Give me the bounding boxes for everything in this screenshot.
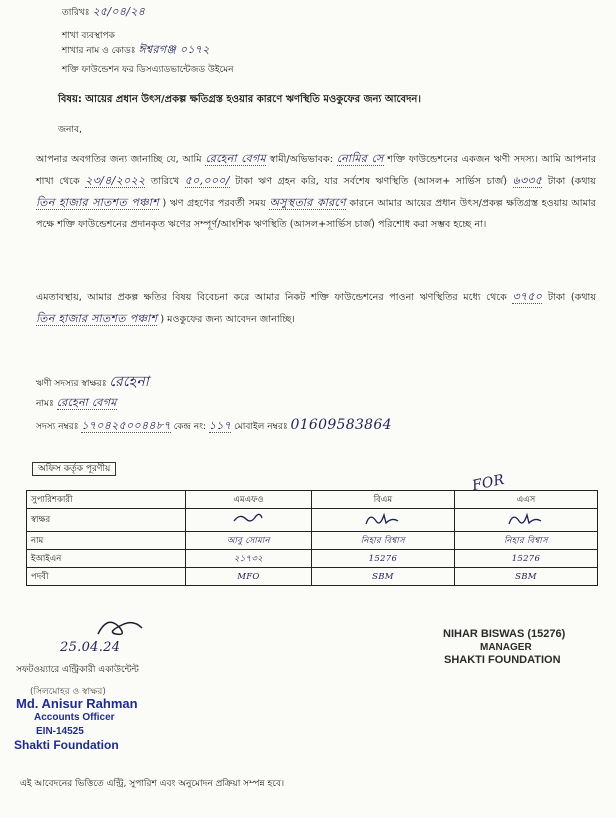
stamp-left-org: Shakti Foundation [14, 738, 119, 752]
para1-text-5: টাকা ঋণ গ্রহন করি, যার সর্বশেষ ঋণস্থিতি (আসল+ সার্ভিস চার্জ) [235, 176, 507, 187]
cell-value: 15276 [454, 550, 597, 568]
para1-text-8: কারনে আমার আয়ের প্রধান উৎস/প্রকল্প ক্ষতিগ্রস্ত হওয়ায় আমার পক্ষে শক্তি ফাউন্ডেশনের প্রদানকৃত ঋণের সম্পূর্ণ/আংশিক ঋণস্থিতি (আসল+সার্ভিস চার্জ) পরিশোধ করা সম্ভব হচ্ছে না। [36, 198, 596, 230]
member-name-line [36, 397, 117, 410]
table-row [27, 550, 598, 568]
addressee-line1: শাখা ব্যবস্থাপক [62, 31, 115, 41]
signature-cell [454, 509, 597, 532]
cell-value: ২১৭৩২ [186, 550, 312, 568]
date-value: ২৫/০৪/২৪ [92, 5, 146, 18]
branch-value: ঈশ্বরগঞ্জ ০১৭২ [138, 43, 210, 56]
signature-scribble [358, 510, 408, 528]
center-label: কেন্দ্র নং: [173, 422, 206, 432]
table-header: সুপারিশকারী [27, 491, 186, 509]
table-row [27, 568, 598, 586]
member-id-line [36, 419, 392, 433]
footer-note: এই আবেদনের ভিত্তিতে এন্ট্রি, সুপারিশ এবং অনুমোদন প্রক্রিয়া সম্পন্ন হবে। [20, 779, 285, 789]
para2-text-2: টাকা (কথায় [547, 292, 596, 303]
cell-value: আবু সোমান [186, 532, 312, 550]
signature-scribble [501, 510, 551, 528]
cell-value: SBM [311, 568, 454, 586]
date-label: তারিখঃ [62, 8, 90, 18]
signature-cell [311, 509, 454, 532]
para1-text-4: তারিখে [150, 176, 180, 187]
date-line [62, 6, 145, 19]
row-label: নাম [27, 532, 186, 550]
para1-text-1: আপনার অবগতির জন্য জানাচ্ছি যে, আমি [36, 154, 202, 165]
stamp-right-title: MANAGER [480, 642, 532, 653]
loan-amount: ৫০,০০০/ [184, 174, 230, 187]
accountant-date: 25.04.24 [60, 640, 121, 655]
member-signature: রেহেনা [109, 374, 150, 390]
stamp-left-title: Accounts Officer [34, 712, 115, 723]
cell-value: নিহার বিশ্বাস [311, 532, 454, 550]
table-row [27, 532, 598, 550]
para1-text-3: শক্তি ফাউন্ডেশনের একজন ঋণী সদস্য। আমি আপনার শাখা থেকে [36, 154, 596, 187]
approval-table [26, 490, 598, 586]
office-use-label [32, 463, 116, 475]
para2-text-1: এমতাবস্থায়, আমার প্রকল্প ক্ষতির বিষয় বিবেচনা করে আমার নিকট শক্তি ফাউন্ডেশনের পাওনা ঋণস্থিতির মধ্যে থেকে [36, 292, 507, 303]
table-header: এমএফও [186, 491, 312, 509]
row-label: ইআইএন [27, 550, 186, 568]
loan-balance: ৬৩৩৫ [512, 174, 543, 187]
table-header: বিএম [311, 491, 454, 509]
table-header: এএস [454, 491, 597, 509]
cell-value: 15276 [311, 550, 454, 568]
paragraph-1 [36, 148, 596, 235]
para1-text-2: স্বামী/অভিভাবক: [269, 154, 333, 165]
member-id: ১৭০৪২৫০০৪৪৮৭ [81, 419, 171, 432]
cell-value: নিহার বিশ্বাস [454, 532, 597, 550]
table-header-row [27, 491, 598, 509]
row-label: স্বাক্ষর [27, 509, 186, 532]
salutation: জনাব, [58, 125, 82, 135]
accountant-signature [88, 612, 148, 642]
accountant-label: সফটওয়্যারে এন্ট্রিকারী একাউন্টেন্ট [16, 665, 139, 675]
waiver-amount: ৩৭৫০ [512, 290, 543, 303]
addressee-line2 [62, 44, 210, 57]
para1-text-6: টাকা (কথায় [547, 176, 596, 187]
para1-text-7: ) ঋণ গ্রহণের পরবর্তী সময় [162, 198, 266, 209]
signature-scribble [228, 512, 268, 526]
seal-signature-note: (সিলমোহর ও স্বাক্ষর) [30, 687, 106, 697]
stamp-left-ein: EIN-14525 [36, 726, 84, 737]
for-handwritten: FOR [470, 471, 506, 495]
stamp-left-name: Md. Anisur Rahman [16, 696, 138, 711]
member-name-label: নামঃ [36, 399, 54, 409]
office-use-text: অফিস কর্তৃক পূরণীয় [32, 462, 116, 476]
guardian-name: নোমির সে [336, 152, 384, 165]
subject: বিষয়: আয়ের প্রধান উৎস/প্রকল্প ক্ষতিগ্রস্ত হওয়ার কারণে ঋণস্থিতি মওকুফের জন্য আবেদন। [58, 94, 421, 105]
loan-date: ২৩/৪/২০২২ [85, 174, 146, 187]
signature-cell [186, 509, 312, 532]
branch-label: শাখার নাম ও কোডঃ [62, 46, 136, 56]
cell-value: SBM [454, 568, 597, 586]
mobile-label: মোবাইল নম্বরঃ [234, 422, 288, 432]
stamp-right-name: NIHAR BISWAS (15276) [443, 628, 566, 640]
member-signature-line [36, 376, 149, 390]
loss-reason: অসুস্থতার কারণে [269, 196, 346, 209]
applicant-name: রেহেনা বেগম [205, 152, 266, 165]
cell-value: MFO [186, 568, 312, 586]
member-signature-label: ঋণী সদস্যর স্বাক্ষরঃ [36, 379, 107, 389]
member-id-label: সদস্য নম্বরঃ [36, 422, 79, 432]
addressee-line3: শক্তি ফাউন্ডেশন ফর ডিসএ্যাডভান্টেজড উইমেন [62, 65, 234, 75]
table-row [27, 509, 598, 532]
row-label: পদবী [27, 568, 186, 586]
paragraph-2 [36, 286, 596, 330]
member-name: রেহেনা বেগম [56, 396, 117, 409]
balance-in-words: তিন হাজার সাতশত পঞ্চাশ [36, 196, 159, 209]
para2-text-3: ) মওকুফের জন্য আবেদন জানাচ্ছি। [160, 314, 295, 325]
mobile-number: 01609583864 [290, 417, 392, 433]
waiver-amount-words: তিন হাজার সাতশত পঞ্চাশ [36, 312, 158, 325]
center-number: ১১৭ [208, 419, 232, 432]
stamp-right-org: SHAKTI FOUNDATION [444, 654, 561, 666]
